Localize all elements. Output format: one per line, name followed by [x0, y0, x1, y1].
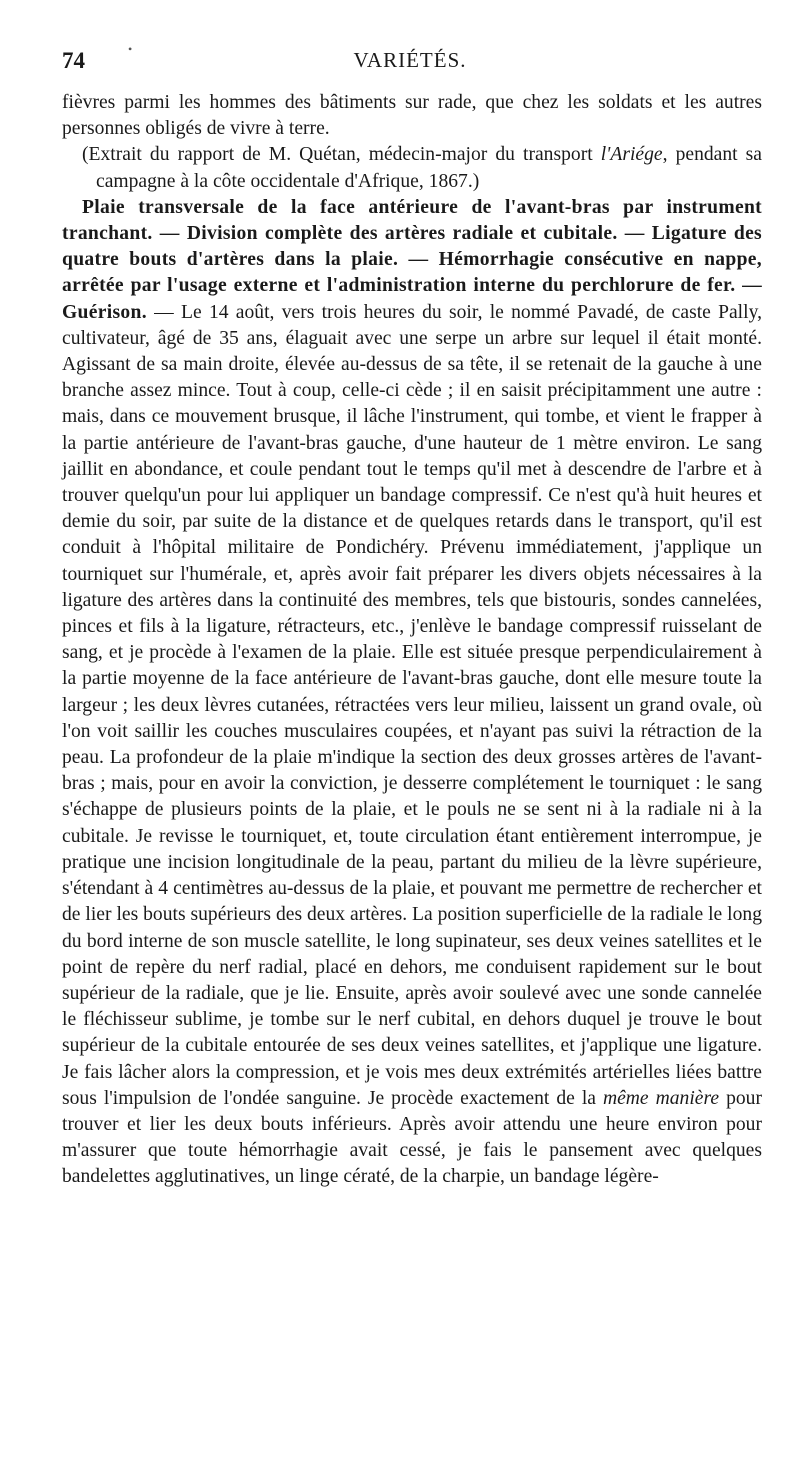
case-report: [62, 195, 762, 1191]
case-title: Plaie transversale de la face antérieure de l'avant-bras par instrument tranchant. — Division complète des artères radiale et cubitale. — Ligature des quatre bouts d'artères dans la plaie. — Hémorrhagie consécutive en nappe, arrêtée par l'usage externe et l'administration interne du perchlorure de fer. — Guérison.: [62, 196, 762, 323]
paragraph-continued: fièvres parmi les hommes des bâtiments sur rade, que chez les soldats et les autres personnes obligés de vivre à terre.: [62, 92, 762, 140]
case-text-part-2: pour trouver et lier les deux bouts inférieurs. Après avoir attendu une heure environ pour m'assurer que toute hémorrhagie avait cessé, je fais le pansement avec quelques bandelettes agglutinatives, un linge cératé, de la charpie, un bandage légère-: [62, 1087, 762, 1188]
ship-name: l'Ariége: [600, 144, 663, 166]
source-citation: [62, 142, 762, 194]
page-number: 74: [62, 48, 85, 73]
citation-text: (Extrait du rapport de M. Quétan, médecin-major du transport: [82, 144, 601, 166]
running-title: VARIÉTÉS.: [353, 48, 467, 72]
citation-end: , pendant sa campagne à la côte occidentale d'Afrique, 1867.): [96, 144, 762, 192]
page-header: [62, 42, 758, 78]
ink-speck: •: [128, 42, 133, 56]
body-text: [62, 90, 762, 1191]
case-text-emphasis: même manière: [602, 1087, 720, 1109]
case-text-part-1: — Le 14 août, vers trois heures du soir, le nommé Pavadé, de caste Pally, cultivateur, âgé de 35 ans, élaguait avec une serpe un arbre sur lequel il était monté. Agissant de sa main droite, élevée au-dessus de sa tête, il se retenait de la gauche à une branche assez mince. Tout à coup, celle-ci cède ; il en saisit précipitamment une autre : mais, dans ce mouvement brusque, il lâche l'instrument, qui tombe, et vient le frapper à la partie antérieure de l'avant-bras gauche, d'une hauteur de 1 mètre environ. Le sang jaillit en abondance, et coule pendant tout le temps qu'il met à descendre de l'arbre et à trouver quelqu'un pour lui appliquer un bandage compressif. Ce n'est qu'à huit heures et demie du soir, par suite de la distance et de quelques retards dans le transport, qu'il est conduit à l'hôpital militaire de Pondichéry. Prévenu immédiatement, j'applique un tourniquet sur l'humérale, et, après avoir fait préparer les divers objets nécessaires à la ligature des artères dans la continuité des membres, tels que bistouris, sondes cannelées, pinces et fils à la ligature, rétracteurs, etc., j'enlève le bandage compressif ruisselant de sang, et je procède à l'examen de la plaie. Elle est située presque perpendiculairement à la partie moyenne de la face antérieure de l'avant-bras gauche, dont elle mesure toute la largeur ; les deux lèvres cutanées, rétractées vers leur milieu, laissent un grand ovale, où l'on voit saillir les couches musculaires coupées, et n'ayant pas suivi la rétraction de la peau. La profondeur de la plaie m'indique la section des deux grosses artères de l'avant-bras ; mais, pour en avoir la conviction, je desserre complétement le tourniquet : le sang s'échappe de plusieurs points de la plaie, et le pouls ne se sent ni à la radiale ni à la cubitale. Je revisse le tourniquet, et, toute circulation étant entièrement interrompue, je pratique une incision longitudinale de la peau, partant du milieu de la lèvre supérieure, s'étendant à 4 centimètres au-dessus de la plaie, et pouvant me permettre de rechercher et de lier les bouts supérieurs des deux artères. La position superficielle de la radiale le long du bord interne de son muscle satellite, le long supinateur, ses deux veines satellites et le point de repère du nerf radial, placé en dehors, me conduisent rapidement sur le bout supérieur de la radiale, que je lie. Ensuite, après avoir soulevé avec une sonde cannelée le fléchisseur sublime, je tombe sur le nerf cubital, en dehors duquel je trouve le bout supérieur de la cubitale entourée de ses deux veines satellites, et j'applique une ligature. Je fais lâcher alors la compression, et je vois mes deux extrémités artérielles liées battre sous l'impulsion de l'ondée sanguine. Je procède exactement de la: [62, 301, 762, 1109]
